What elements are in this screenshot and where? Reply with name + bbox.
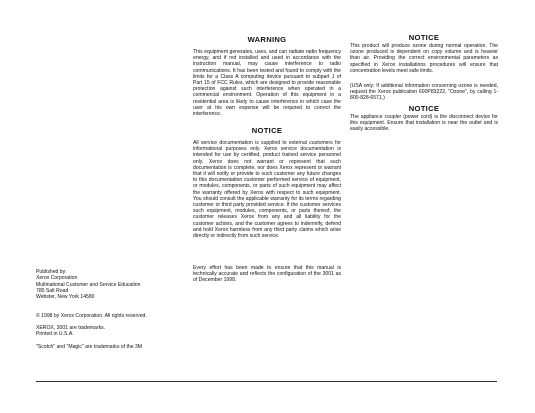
ozone-notice-body: This product will produce ozone during normal operation. The ozone produced is dependent on copy volume and is heavier than air. Providing the correct environmental parameters as specified in Xerox installations procedures will ensure that concentration levels meet safe limits. xyxy=(350,43,498,74)
service-documentation-notice: All service documentation is supplied to external customers for informational purposes only. Xerox service documentation is intended for use by certified, product trained service personnel only. Xerox does not warrant or represent that such documentation is complete, nor does Xerox represent or warrant that it will notify or provide to such customer any future changes to this documentation customer performed service of equipment, or modules, components, or parts of such equipment may affect the warranty offered by Xerox with respect to such equipment. You should consult the applicable warranty for its terms regarding customer or third party provided service. If the customer services such equipment, modules, components, or parts thereof, the customer releases Xerox from any and all liability for the customer actions, and the customer agrees to indemnify, defend and hold Xerox harmless from any third party claims which arise directly or indirectly from such service. xyxy=(193,140,341,240)
ozone-usa-note: (USA only: If additional information concerning ozone is needed, request the Xerox publication 600P83222, "Ozone", by calling 1-800-828-6571.) xyxy=(350,83,498,102)
warning-heading: WARNING xyxy=(247,35,287,44)
power-cord-notice-heading: NOTICE xyxy=(408,104,440,113)
publisher-info: Published by: Xerox Corporation Multinational Customer and Service Education 780 Salt Road Webster, New York 14580 xyxy=(36,269,141,301)
trademark-notice: XEROX, 3001 are trademarks. Printed in U.S.A. xyxy=(36,325,106,338)
footer-rule xyxy=(36,381,497,382)
manual-revision-statement: Every effort has been made to ensure that this manual is technically accurate and reflects the configuration of the 3001 as of December 1998. xyxy=(193,265,341,284)
warning-body: This equipment generates, uses, and can radiate radio frequency energy, and if not installed and used in accordance with the instruction manual, may cause interference to radio communications. It has been tested and found to comply with the limits for a Class A computing device pursuant to subpart J of Part 15 of FCC Rules, which are designed to provide reasonable protection against such interference when operated in a commercial environment. Operation of this equipment in a residential area is likely to cause interference in which case the user at his own expense will be required to correct the interference. xyxy=(193,49,341,118)
notice-heading: NOTICE xyxy=(251,126,283,135)
scotch-magic-trademark: "Scotch" and "Magic" are trademarks of the 3M xyxy=(36,344,143,350)
copyright-line: © 1998 by Xerox Corporation. All rights reserved. xyxy=(36,313,147,319)
power-cord-notice-body: The appliance coupler (power cord) is the disconnect device for this equipment. Ensure that installation is near the outlet and is easily accessible. xyxy=(350,114,498,133)
ozone-notice-heading: NOTICE xyxy=(408,33,440,42)
